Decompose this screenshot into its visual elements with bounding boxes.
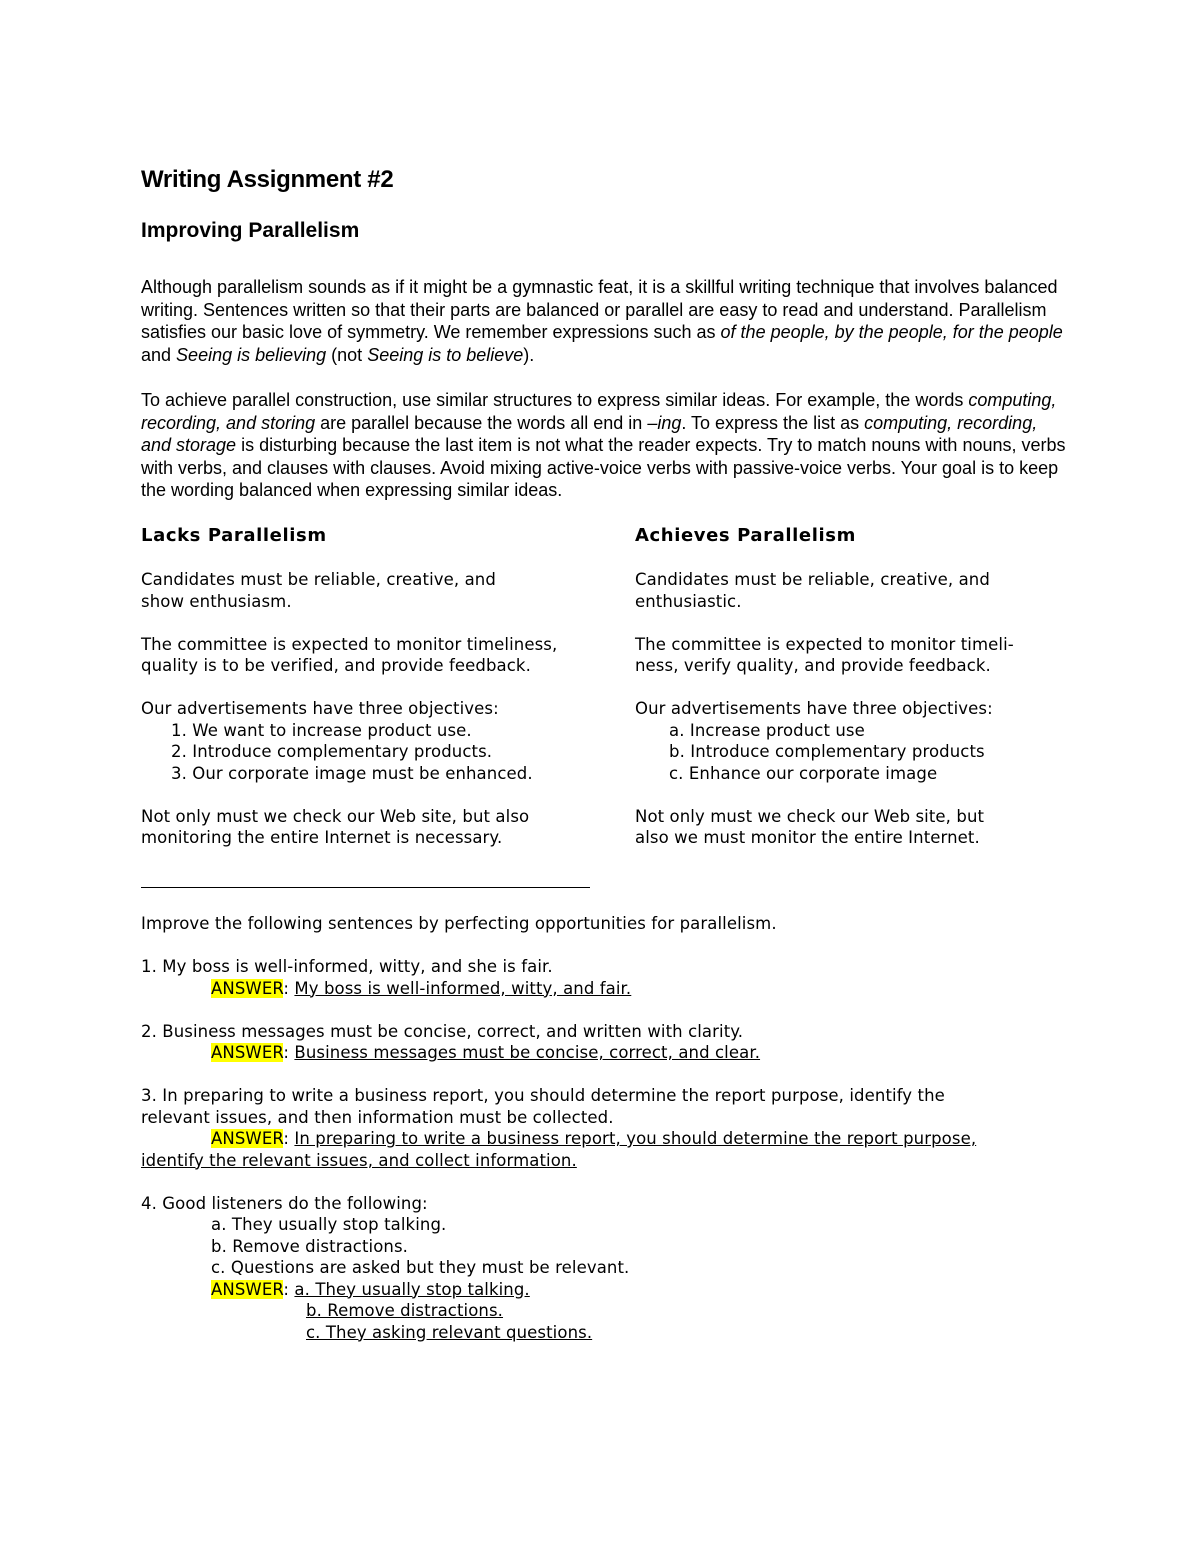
page-subtitle: Improving Parallelism [141,219,360,242]
question-3 [141,1085,1071,1171]
list-item: 2. Introduce complementary products. [171,742,493,761]
question-2 [141,1021,1071,1064]
intro-paragraph-1 [141,276,1071,366]
list-item: 3. Our corporate image must be enhanced. [171,763,533,783]
answer-label: ANSWER [211,1043,284,1062]
list-item: c. Enhance our corporate image [669,763,938,783]
achieves-example-3 [635,698,1095,784]
example-line: also we must monitor the entire Internet. [635,828,980,847]
example-line: Our advertisements have three objectives: [141,699,499,718]
question-text: 2. Business messages must be concise, correct, and written with clarity. [141,1021,744,1041]
lacks-column [141,569,601,870]
achieves-example-4 [635,806,1095,849]
example-line: Not only must we check our Web site, but also [141,806,530,826]
answer-text: identify the relevant issues, and collect information. [141,1150,577,1170]
lacks-example-3 [141,698,601,784]
example-line: The committee is expected to monitor timeliness, [141,634,558,654]
example-line: Our advertisements have three objectives: [635,699,993,718]
example-line: enthusiastic. [635,591,742,611]
example-line: The committee is expected to monitor timeli- [635,634,1014,654]
lacks-example-2 [141,634,601,677]
intro-text: are parallel because the words all end in [315,412,648,433]
answer-text: a. They usually stop talking. [294,1279,530,1299]
achieves-example-1 [635,569,1095,612]
intro-italic: of the people, by the people, for the people [720,322,1063,343]
answer-label: ANSWER [211,1129,284,1148]
example-line: show enthusiasm. [141,591,292,611]
example-line: quality is to be verified, and provide feedback. [141,656,531,675]
list-item: c. Questions are asked but they must be relevant. [211,1258,630,1277]
answer-4: ANSWER: a. They usually stop talking. [211,1279,530,1299]
exercise-instruction: Improve the following sentences by perfecting opportunities for parallelism. [141,914,777,933]
achieves-heading: Achieves Parallelism [635,525,856,546]
intro-paragraph-2 [141,389,1071,502]
example-line: Not only must we check our Web site, but [635,806,985,826]
answer-3: ANSWER: In preparing to write a business report, you should determine the report purpose, [211,1129,977,1148]
intro-italic: computing, recording, and storing [141,390,1057,433]
intro-text: and [141,344,177,365]
list-item: a. They usually stop talking. [211,1215,447,1234]
intro-text: is disturbing because the last item is not what the reader expects. Try to match nouns with nouns, verbs with verbs, and clauses with clauses. Avoid mixing active-voice verbs with passive-voice verbs. Your goal is to keep the wording balanced when expressing similar ideas. [141,435,1066,501]
question-4 [141,1193,1071,1344]
intro-italic: Seeing is to believe [367,344,524,365]
lacks-example-4 [141,806,601,849]
answer-2: ANSWER: Business messages must be concise, correct, and clear. [211,1043,761,1062]
question-text: 3. In preparing to write a business report, you should determine the report purpose, identify the [141,1086,945,1105]
list-item: a. Increase product use [669,720,865,740]
list-item: 1. We want to increase product use. [171,720,472,740]
answer-1: ANSWER: My boss is well-informed, witty, and fair. [211,978,632,998]
lacks-example-1 [141,569,601,612]
example-line: ness, verify quality, and provide feedback. [635,656,991,675]
question-text: relevant issues, and then information must be collected. [141,1107,614,1127]
question-text: 4. Good listeners do the following: [141,1193,428,1213]
achieves-column [635,569,1095,870]
example-line: monitoring the entire Internet is necessary. [141,828,503,847]
intro-italic: computing, recording, and storage [141,412,1038,456]
answer-text: In preparing to write a business report, you should determine the report purpose, [294,1129,977,1148]
example-line: Candidates must be reliable, creative, and [141,570,496,589]
answer-text: b. Remove distractions. [306,1301,504,1320]
page-title: Writing Assignment #2 [141,166,394,193]
intro-text: ). [523,344,535,365]
example-line: Candidates must be reliable, creative, and [635,570,990,589]
answer-label: ANSWER [211,978,284,998]
intro-italic: Seeing is believing [176,344,327,365]
list-item: b. Introduce complementary products [669,742,985,761]
list-item: b. Remove distractions. [211,1236,409,1256]
intro-text: (not [326,344,368,365]
answer-text: Business messages must be concise, correct, and clear. [294,1043,761,1062]
lacks-heading: Lacks Parallelism [141,525,327,546]
answer-label: ANSWER [211,1279,284,1299]
exercise-section [141,913,1071,1365]
question-1 [141,956,1071,999]
answer-text: My boss is well-informed, witty, and fair. [294,978,632,998]
section-divider [141,887,590,888]
intro-text: To achieve parallel construction, use similar structures to express similar ideas. For example, the words [141,390,969,410]
intro-text: . To express the list as [681,412,865,433]
intro-text: Although parallelism sounds as if it might be a gymnastic feat, it is a skillful writing technique that involves balanced writing. Sentences written so that their parts are balanced or parallel are easy to read and understand. Parallelism satisfies our basic love of symmetry. We remember expressions such as [141,277,1058,343]
intro-italic: –ing [647,412,682,433]
answer-text: c. They asking relevant questions. [306,1322,593,1342]
question-text: 1. My boss is well-informed, witty, and she is fair. [141,957,553,976]
achieves-example-2 [635,634,1095,677]
